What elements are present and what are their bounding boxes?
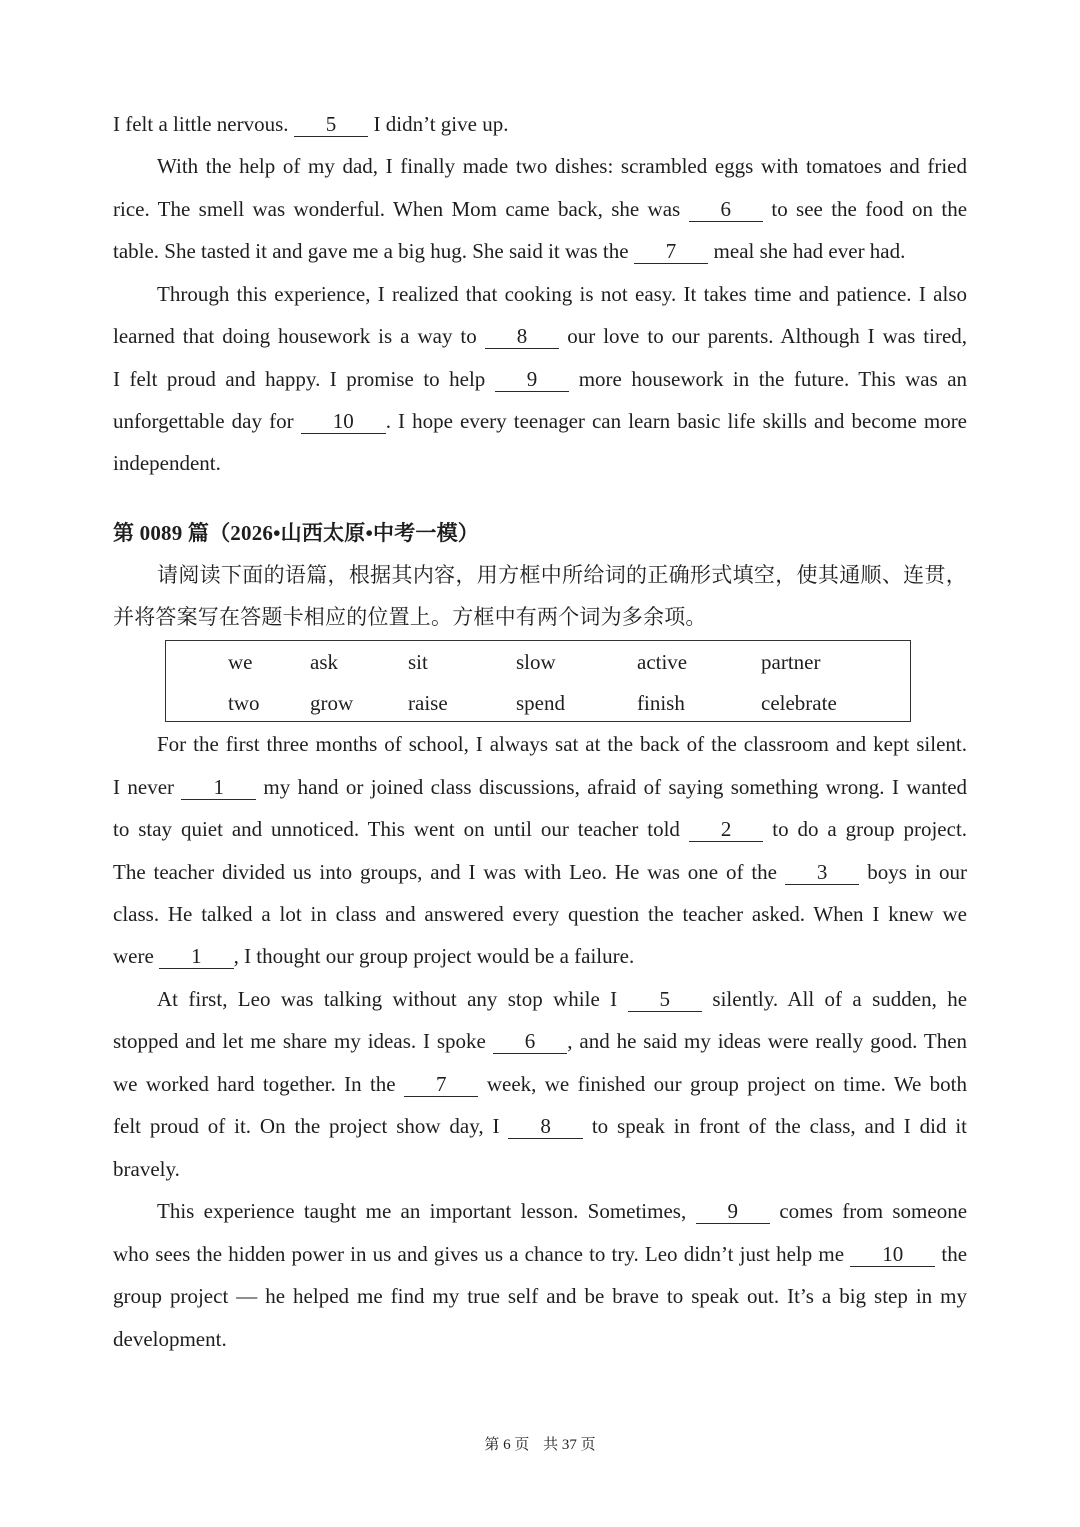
text-line	[113, 1154, 967, 1184]
answer-blank: 1	[181, 776, 256, 800]
answer-blank: 9	[696, 1200, 771, 1224]
page-footer	[0, 1435, 1080, 1455]
line-text: rice. The smell was wonderful. When Mom came back, she was	[113, 197, 681, 221]
text-line	[157, 279, 967, 309]
answer-blank: 8	[508, 1115, 583, 1139]
word-option: we	[228, 650, 253, 674]
line-text: , and he said my ideas were really good. Then	[567, 1029, 968, 1053]
word-option: slow	[516, 650, 556, 674]
line-text: to stay quiet and unnoticed. This went on until our teacher told	[113, 817, 680, 841]
text-line	[113, 448, 967, 478]
answer-blank: 9	[495, 368, 570, 392]
answer-blank: 1	[159, 945, 234, 969]
page-number: 第 6 页	[484, 1437, 530, 1453]
word-option: partner	[761, 650, 821, 674]
line-text: , I thought our group project would be a failure.	[233, 944, 635, 968]
line-text: With the help of my dad, I finally made two dishes: scrambled eggs with tomatoes and fried	[157, 154, 967, 178]
answer-blank: 6	[493, 1030, 568, 1054]
line-text: to do a group project.	[772, 817, 968, 841]
line-text: For the first three months of school, I always sat at the back of the classroom and kept silent.	[157, 732, 967, 756]
answer-blank: 6	[689, 198, 764, 222]
text-line	[157, 984, 967, 1014]
line-text: comes from someone	[779, 1199, 968, 1223]
instructions-line: 请阅读下面的语篇，根据其内容，用方框中所给词的正确形式填空，使其通顺、连贯，	[157, 563, 967, 587]
line-text: to speak in front of the class, and I did it	[591, 1114, 968, 1138]
line-text: unforgettable day for	[113, 409, 294, 433]
line-text: the	[941, 1242, 968, 1266]
answer-blank: 8	[485, 325, 560, 349]
line-text: more housework in the future. This was an	[578, 367, 968, 391]
line-text: silently. All of a sudden, he	[712, 987, 968, 1011]
word-option: active	[637, 650, 688, 674]
word-option: raise	[408, 691, 448, 715]
word-option: celebrate	[761, 691, 837, 715]
line-text: learned that doing housework is a way to	[113, 324, 477, 348]
text-line	[113, 1069, 967, 1099]
text-line	[113, 899, 967, 929]
answer-blank: 3	[785, 861, 860, 885]
line-text: stopped and let me share my ideas. I spoke	[113, 1029, 486, 1053]
section-heading: 第 0089 篇（2026•山西太原•中考一模）	[113, 521, 480, 545]
line-text: Through this experience, I realized that cooking is not easy. It takes time and patience. I also	[157, 282, 967, 306]
line-text: our love to our parents. Although I was tired,	[567, 324, 968, 348]
word-option: two	[228, 691, 260, 715]
text-line	[113, 236, 967, 266]
line-text: . I hope every teenager can learn basic life skills and become more	[385, 409, 968, 433]
text-line	[113, 814, 967, 844]
page-total: 共 37 页	[543, 1437, 596, 1453]
line-text: were	[113, 944, 154, 968]
answer-blank: 5	[628, 988, 703, 1012]
line-text: class. He talked a lot in class and answered every question the teacher asked. When I knew we	[113, 902, 967, 926]
word-option: spend	[516, 691, 565, 715]
instructions-line: 并将答案写在答题卡相应的位置上。方框中有两个词为多余项。	[113, 605, 707, 629]
line-text: to see the food on the	[771, 197, 968, 221]
line-text: week, we finished our group project on time. We both	[486, 1072, 968, 1096]
text-line	[113, 321, 967, 351]
line-text: we worked hard together. In the	[113, 1072, 396, 1096]
line-text: group project — he helped me find my true self and be brave to speak out. It’s a big step in my	[113, 1284, 967, 1308]
line-text: bravely.	[113, 1157, 180, 1181]
word-box	[165, 640, 911, 722]
text-line	[113, 194, 967, 224]
text-line	[113, 772, 967, 802]
line-text: boys in our	[867, 860, 968, 884]
line-text: This experience taught me an important lesson. Sometimes,	[157, 1199, 687, 1223]
text-line	[157, 151, 967, 181]
answer-blank: 2	[689, 818, 764, 842]
answer-blank: 5	[294, 113, 369, 137]
line-text: my hand or joined class discussions, afraid of saying something wrong. I wanted	[263, 775, 968, 799]
line-text: development.	[113, 1327, 227, 1351]
line-text: At first, Leo was talking without any stop while I	[157, 987, 618, 1011]
text-line	[157, 1196, 967, 1226]
line-text: table. She tasted it and gave me a big hug. She said it was the	[113, 239, 629, 263]
text-line	[113, 1111, 967, 1141]
text-line	[113, 1324, 967, 1354]
line-text: meal she had ever had.	[713, 239, 906, 263]
line-text: The teacher divided us into groups, and I was with Leo. He was one of the	[113, 860, 777, 884]
answer-blank: 7	[634, 240, 709, 264]
line-text: I felt a little nervous.	[113, 112, 289, 136]
word-option: ask	[310, 650, 338, 674]
text-line	[113, 1026, 967, 1056]
answer-blank: 10	[301, 410, 386, 434]
line-text: I never	[113, 775, 175, 799]
line-text: independent.	[113, 451, 221, 475]
text-line	[113, 1239, 967, 1269]
text-line	[113, 109, 967, 139]
word-option: sit	[408, 650, 428, 674]
line-text: I felt proud and happy. I promise to help	[113, 367, 486, 391]
word-option: finish	[637, 691, 685, 715]
text-line	[113, 406, 967, 436]
text-line	[157, 729, 967, 759]
text-line	[113, 364, 967, 394]
answer-blank: 7	[404, 1073, 479, 1097]
line-text: felt proud of it. On the project show day, I	[113, 1114, 500, 1138]
text-line	[113, 941, 967, 971]
line-text: I didn’t give up.	[373, 112, 509, 136]
answer-blank: 10	[850, 1243, 935, 1267]
text-line	[113, 1281, 967, 1311]
word-option: grow	[310, 691, 354, 715]
text-line	[113, 857, 967, 887]
line-text: who sees the hidden power in us and gives us a chance to try. Leo didn’t just help me	[113, 1242, 845, 1266]
